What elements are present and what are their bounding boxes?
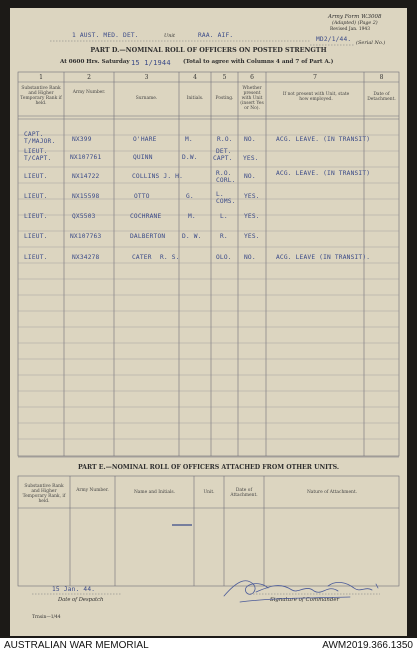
row-rank: LIEUT. [24, 233, 48, 240]
col-number-2: 2 [87, 74, 91, 81]
row-posting: R.O. [216, 170, 232, 177]
row-present: NO. [244, 173, 256, 180]
unit-typed-left: 1 AUST. MED. DET. [72, 32, 139, 39]
part-e-header-rank: Substantive Rank and Higher Temporary Rank, if held. [22, 484, 66, 504]
row-rank-secondary: T/MAJOR. [24, 138, 56, 145]
row-number: NX15598 [72, 193, 100, 200]
part-e-header-army-number: Army Number. [76, 488, 109, 493]
row-employed: ACG. LEAVE (IN TRANSIT). [276, 254, 371, 261]
row-number: NX14722 [72, 173, 100, 180]
row-rank: CAPT. [24, 131, 44, 138]
row-initials: D.W. [182, 154, 198, 161]
despatch-date-label: Date of Despatch [58, 597, 104, 603]
archive-ref: AWM2019.366.1350 [322, 640, 413, 651]
archive-name: AUSTRALIAN WAR MEMORIAL [4, 640, 149, 651]
header-surname: Surname. [135, 96, 158, 101]
form-ref: Army Form W.3008 [328, 14, 382, 20]
part-d-date: 15 1/1944 [131, 59, 171, 67]
header-detachment: Date of Detachment. [367, 92, 396, 102]
row-initials: D. W. [182, 233, 202, 240]
row-surname: DALBERTON [130, 233, 166, 240]
row-number: NX107761 [70, 154, 102, 161]
form-adapted: (Adapted) (Page 2) [332, 21, 378, 26]
row-rank: LIEUT. [24, 193, 48, 200]
commander-signature [10, 8, 407, 636]
archive-footer [0, 638, 417, 653]
row-posting: OLO. [216, 254, 232, 261]
form-sheet [10, 8, 407, 636]
row-initials: M. [188, 213, 196, 220]
row-rank: LIEUT. [24, 213, 48, 220]
row-posting: DET. [216, 148, 232, 155]
header-initials: Initials. [186, 96, 204, 101]
row-present: NO. [244, 136, 256, 143]
row-initials: G. [186, 193, 194, 200]
unit-label: Unit [164, 33, 176, 39]
row-posting-secondary: COMS. [216, 198, 236, 205]
despatch-date-typed: 15 Jan. 44. [52, 586, 96, 593]
serial-typed: MD2/1/44. [316, 36, 352, 43]
col-number-7: 7 [313, 74, 317, 81]
row-rank-secondary: T/CAPT. [24, 155, 52, 162]
row-present: YES. [244, 233, 260, 240]
row-present: YES. [244, 213, 260, 220]
row-posting-secondary: CORL. [216, 177, 236, 184]
row-number: NX399 [72, 136, 92, 143]
row-posting-secondary: CAPT. [213, 155, 233, 162]
form-revised: Revised Jan. 1943 [330, 27, 371, 32]
row-present: NO. [244, 254, 256, 261]
header-present: Whether present with Unit (insert Yes or No). [240, 86, 264, 111]
row-posting: R. [220, 233, 228, 240]
row-initials: M. [185, 136, 193, 143]
row-employed: ACG. LEAVE. (IN TRANSIT) [276, 136, 371, 143]
unit-typed-right: RAA. AIF. [198, 32, 234, 39]
header-army-number: Army Number. [72, 90, 106, 95]
row-surname: OTTO [134, 193, 150, 200]
row-rank: LIEUT. [24, 254, 48, 261]
part-d-total-note: (Total to agree with Columns 4 and 7 of Part A.) [183, 59, 334, 65]
part-e-header-nature: Nature of Attachment. [306, 490, 358, 495]
part-e-title: PART E.—NOMINAL ROLL OF OFFICERS ATTACHED FROM OTHER UNITS. [77, 464, 340, 471]
row-rank: LIEUT. [24, 148, 48, 155]
col-number-3: 3 [144, 74, 149, 81]
row-employed: ACG. LEAVE. (IN TRANSIT) [276, 170, 371, 177]
part-e-header-date: Date of Attachment. [230, 488, 258, 498]
row-present: YES. [244, 193, 260, 200]
part-d-subtitle: At 0600 Hrs. Saturday [60, 59, 130, 65]
row-posting: R.O. [217, 136, 233, 143]
row-posting: L. [216, 191, 224, 198]
print-ref: Trnsin—1/44 [32, 615, 61, 620]
row-number: NX34278 [72, 254, 100, 261]
row-surname: CATER [132, 254, 152, 261]
header-rank: Substantive Rank and Higher Temporary Rank if held. [20, 86, 62, 106]
signature-label: Signature of Commander [270, 597, 340, 603]
col-number-8: 8 [379, 74, 384, 81]
serial-label: (Serial No.) [356, 40, 386, 46]
col-number-5: 5 [222, 74, 227, 81]
row-present: YES. [243, 155, 259, 162]
row-posting: L. [220, 213, 228, 220]
part-d-title: PART D.—NOMINAL ROLL OF OFFICERS ON POSTED STRENGTH [90, 46, 327, 54]
row-number: NX107763 [70, 233, 102, 240]
row-surname: O'HARE [133, 136, 157, 143]
row-number: QX5503 [72, 213, 96, 220]
header-posting: Posting. [215, 96, 234, 101]
row-initials: R. S. [160, 254, 180, 261]
header-employed: If not present with Unit, state how employed. [282, 92, 350, 102]
row-surname: COCHRANE [130, 213, 162, 220]
row-rank: LIEUT. [24, 173, 48, 180]
col-number-4: 4 [193, 74, 197, 81]
part-e-header-unit: Unit. [203, 490, 215, 495]
col-number-1: 1 [39, 74, 43, 81]
col-number-6: 6 [250, 74, 254, 81]
row-surname: QUINN [133, 154, 153, 161]
part-e-header-name: Name and Initials. [133, 490, 176, 495]
row-surname: COLLINS J. H. [132, 173, 184, 180]
